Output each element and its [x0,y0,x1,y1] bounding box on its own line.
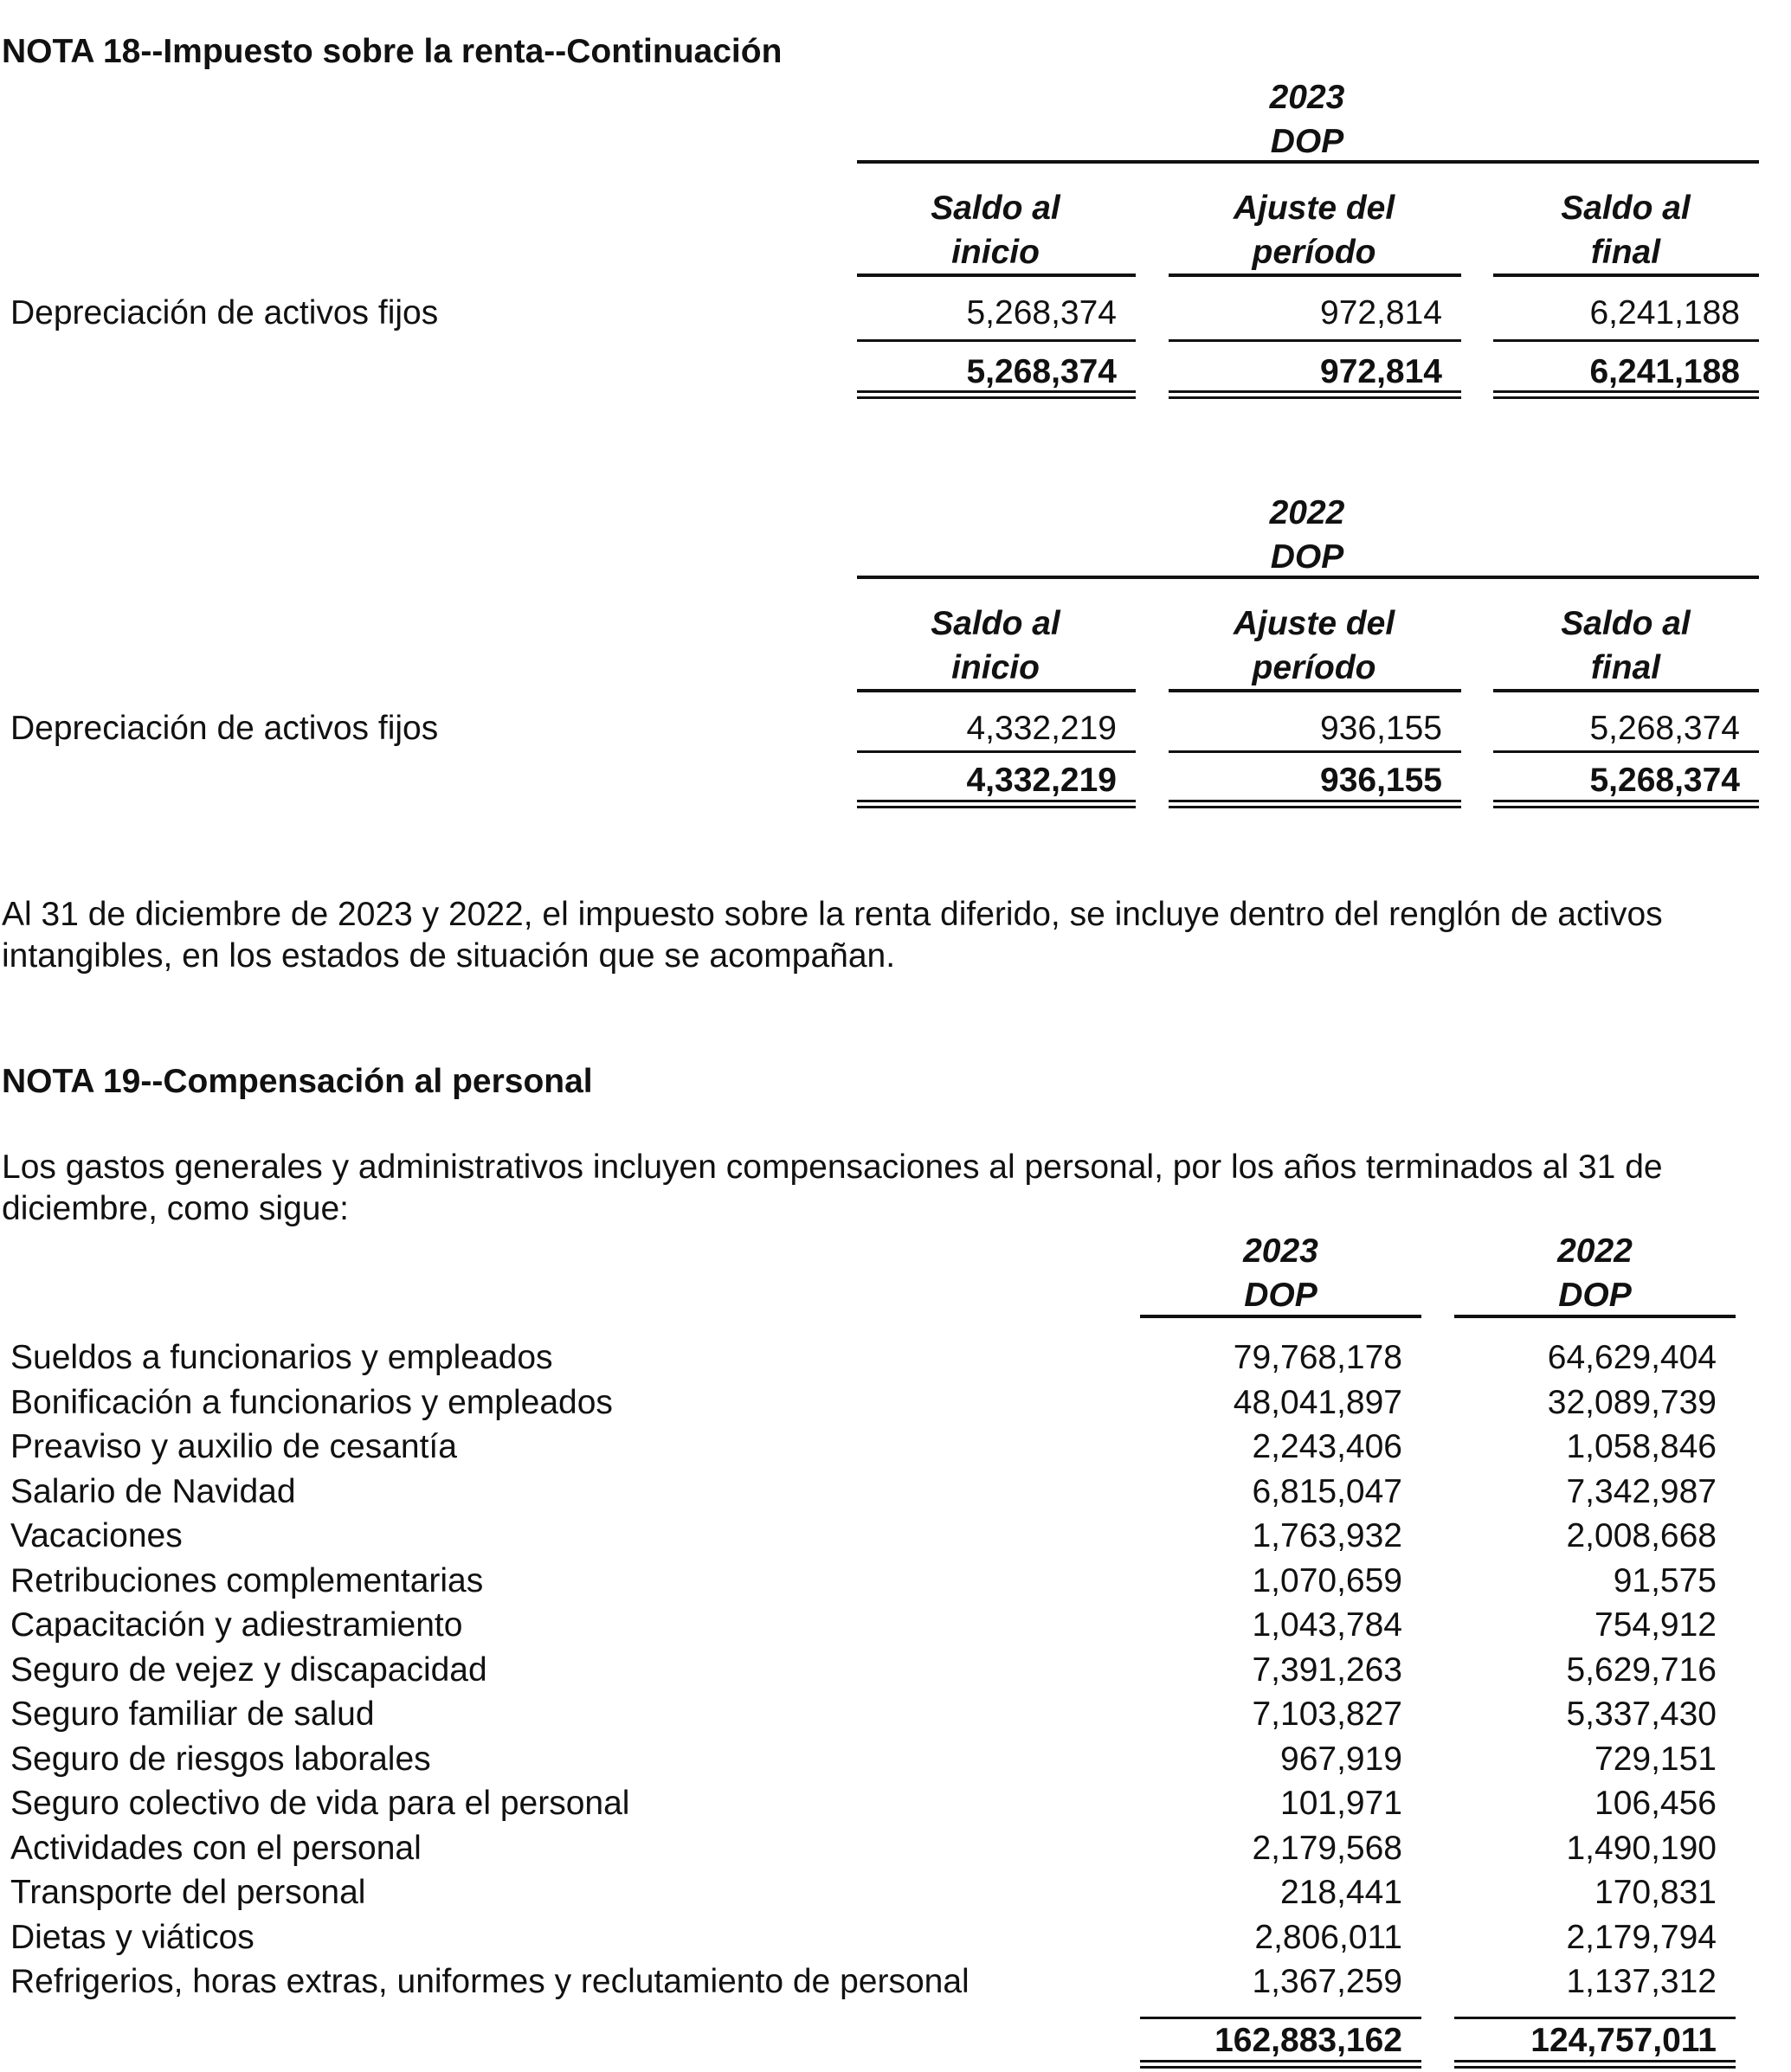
table2022-double-rule-col1 [857,800,1136,808]
nota19-col2022-underline [1454,1315,1736,1318]
table2022-total-col1: 4,332,219 [966,762,1117,799]
nota19-row-label: Seguro familiar de salud [10,1696,375,1733]
table2022-row-col3: 5,268,374 [1589,710,1740,747]
nota19-row-value-2022: 64,629,404 [1547,1339,1717,1376]
nota19-row-value-2023: 79,768,178 [1233,1339,1402,1376]
table2023-col1-underline [857,273,1136,277]
nota19-row-value-2022: 2,179,794 [1566,1919,1717,1956]
nota19-row-value-2023: 1,763,932 [1252,1517,1402,1554]
table2023-row-col3: 6,241,188 [1589,294,1740,331]
nota18-paragraph-line1: Al 31 de diciembre de 2023 y 2022, el impuesto sobre la renta diferido, se incluye dentro del renglón de activos [2,896,1663,933]
table2023-year: 2023 [1269,79,1345,116]
table2022-col3-header-line2: final [1590,649,1661,686]
nota19-intro-line2: diciembre, como sigue: [2,1190,350,1227]
nota19-row-value-2022: 729,151 [1595,1741,1717,1778]
nota19-row-label: Retribuciones complementarias [10,1562,484,1599]
table2022-currency: DOP [1270,538,1344,576]
nota19-row-label: Seguro colectivo de vida para el personal [10,1785,630,1822]
nota19-row-label: Seguro de riesgos laborales [10,1741,431,1778]
table2022-row-col1: 4,332,219 [966,710,1117,747]
nota19-title: NOTA 19--Compensación al personal [2,1063,593,1100]
nota19-row-label: Bonificación a funcionarios y empleados [10,1384,613,1421]
table2022-col2-header-line1: Ajuste del [1233,605,1395,642]
table2022-col1-header-line1: Saldo al [931,605,1060,642]
nota19-double-rule-2023 [1140,2060,1421,2069]
nota19-total-2022: 124,757,011 [1530,2022,1717,2059]
nota19-row-value-2023: 6,815,047 [1252,1473,1402,1510]
table2022-col2-underline [1169,689,1461,692]
nota19-row-value-2022: 2,008,668 [1566,1517,1717,1554]
table2023-col1-header-line1: Saldo al [931,190,1060,227]
table2023-total-topline-col3 [1493,339,1759,342]
nota19-row-value-2023: 1,043,784 [1252,1606,1402,1644]
table2023-row-col1: 5,268,374 [966,294,1117,331]
nota19-row-label: Dietas y viáticos [10,1919,254,1956]
nota19-row-value-2023: 218,441 [1280,1874,1402,1911]
nota19-row-value-2023: 7,103,827 [1252,1696,1402,1733]
table2022-double-rule-col2 [1169,800,1461,808]
nota19-total-2023: 162,883,162 [1214,2022,1402,2059]
nota19-row-value-2023: 101,971 [1280,1785,1402,1822]
table2023-col2-underline [1169,273,1461,277]
table2022-col2-header-line2: período [1252,649,1376,686]
table2023-col2-header-line2: período [1252,234,1376,271]
nota19-row-value-2022: 1,137,312 [1566,1963,1717,2000]
table2023-row-label: Depreciación de activos fijos [10,294,439,331]
table2023-total-topline-col1 [857,339,1136,342]
nota19-row-value-2023: 48,041,897 [1233,1384,1402,1421]
table2023-total-col1: 5,268,374 [966,353,1117,390]
table2023-top-rule [857,160,1759,164]
table2022-double-rule-col3 [1493,800,1759,808]
nota19-total-topline-2023 [1140,2017,1421,2019]
table2022-col3-header-line1: Saldo al [1561,605,1691,642]
table2022-col3-underline [1493,689,1759,692]
table2022-year: 2022 [1269,494,1345,531]
table2022-row-col2: 936,155 [1320,710,1442,747]
table2023-col1-header-line2: inicio [951,234,1040,271]
nota19-row-value-2022: 7,342,987 [1566,1473,1717,1510]
nota19-row-value-2022: 1,058,846 [1566,1428,1717,1465]
nota19-col2023-currency: DOP [1244,1277,1317,1314]
table2023-col3-header-line2: final [1590,234,1661,271]
nota19-row-value-2023: 7,391,263 [1252,1651,1402,1689]
nota19-row-value-2022: 1,490,190 [1566,1830,1717,1867]
nota19-row-value-2022: 5,337,430 [1566,1696,1717,1733]
nota19-intro-line1: Los gastos generales y administrativos incluyen compensaciones al personal, por los años terminados al 31 de [2,1149,1663,1186]
nota19-row-value-2022: 106,456 [1595,1785,1717,1822]
nota19-row-label: Salario de Navidad [10,1473,296,1510]
nota19-col2023-underline [1140,1315,1421,1318]
nota19-row-value-2022: 170,831 [1595,1874,1717,1911]
nota19-row-label: Vacaciones [10,1517,183,1554]
table2023-total-topline-col2 [1169,339,1461,342]
table2022-total-col3: 5,268,374 [1589,762,1740,799]
nota19-row-value-2022: 754,912 [1595,1606,1717,1644]
nota19-row-label: Seguro de vejez y discapacidad [10,1651,487,1689]
table2023-col3-header-line1: Saldo al [1561,190,1691,227]
nota19-row-label: Sueldos a funcionarios y empleados [10,1339,553,1376]
table2022-total-topline-col2 [1169,750,1461,753]
table2023-total-col2: 972,814 [1320,353,1442,390]
table2023-col2-header-line1: Ajuste del [1233,190,1395,227]
nota18-title: NOTA 18--Impuesto sobre la renta--Continuación [2,33,783,70]
table2023-double-rule-col3 [1493,390,1759,399]
nota19-col2022-year: 2022 [1557,1232,1633,1270]
nota19-row-value-2022: 32,089,739 [1547,1384,1717,1421]
table2022-col1-underline [857,689,1136,692]
table2023-currency: DOP [1270,123,1344,160]
nota19-row-label: Transporte del personal [10,1874,366,1911]
nota18-paragraph-line2: intangibles, en los estados de situación que se acompañan. [2,937,896,975]
nota19-row-value-2023: 2,243,406 [1252,1428,1402,1465]
nota19-row-value-2023: 1,367,259 [1252,1963,1402,2000]
table2022-row-label: Depreciación de activos fijos [10,710,439,747]
table2022-top-rule [857,576,1759,579]
table2022-total-topline-col3 [1493,750,1759,753]
nota19-row-value-2022: 5,629,716 [1566,1651,1717,1689]
table2023-double-rule-col1 [857,390,1136,399]
nota19-total-topline-2022 [1454,2017,1736,2019]
nota19-row-label: Actividades con el personal [10,1830,422,1867]
nota19-row-value-2023: 967,919 [1280,1741,1402,1778]
nota19-row-label: Preaviso y auxilio de cesantía [10,1428,457,1465]
nota19-double-rule-2022 [1454,2060,1736,2069]
nota19-row-value-2023: 1,070,659 [1252,1562,1402,1599]
table2022-total-col2: 936,155 [1320,762,1442,799]
nota19-row-value-2023: 2,179,568 [1252,1830,1402,1867]
nota19-col2023-year: 2023 [1243,1232,1318,1270]
nota19-row-label: Capacitación y adiestramiento [10,1606,463,1644]
table2023-col3-underline [1493,273,1759,277]
nota19-row-value-2022: 91,575 [1613,1562,1717,1599]
table2023-double-rule-col2 [1169,390,1461,399]
table2022-total-topline-col1 [857,750,1136,753]
table2023-row-col2: 972,814 [1320,294,1442,331]
nota19-row-label: Refrigerios, horas extras, uniformes y reclutamiento de personal [10,1963,970,2000]
nota19-col2022-currency: DOP [1558,1277,1632,1314]
table2022-col1-header-line2: inicio [951,649,1040,686]
table2023-total-col3: 6,241,188 [1589,353,1740,390]
nota19-row-value-2023: 2,806,011 [1254,1919,1402,1956]
